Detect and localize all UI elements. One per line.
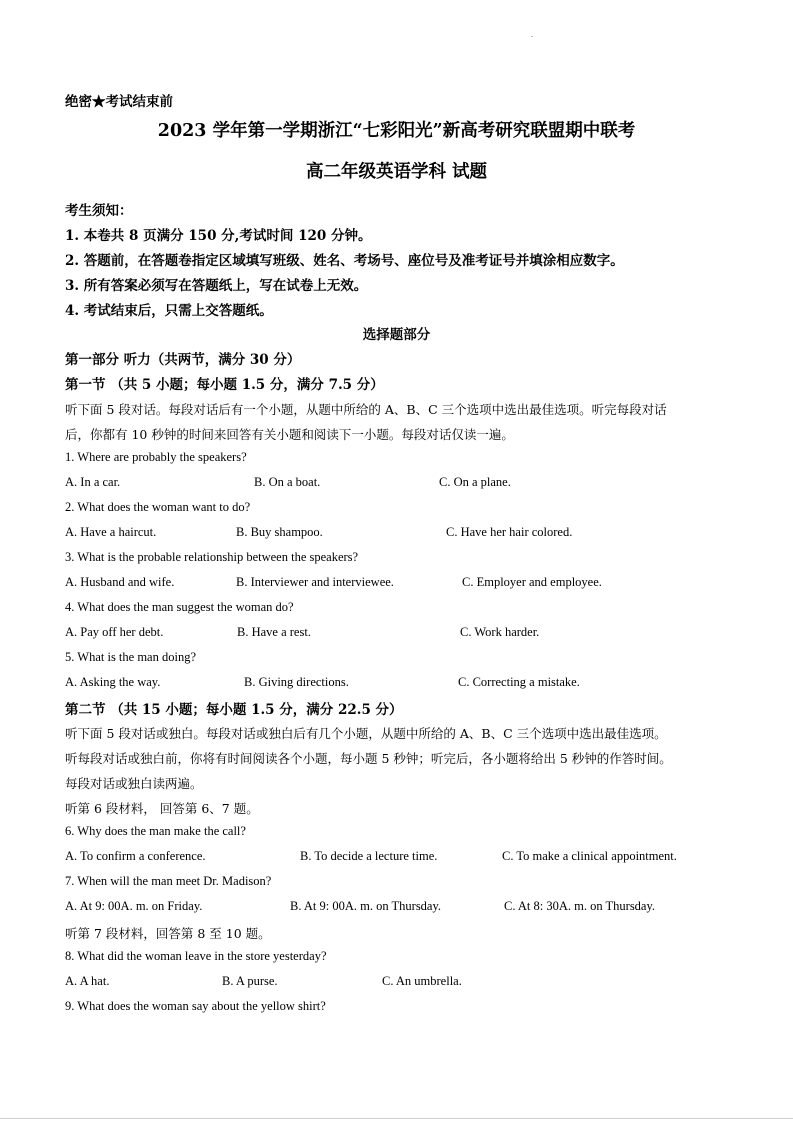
- note-item: 1. 本卷共 8 页满分 150 分,考试时间 120 分钟。: [65, 228, 372, 244]
- option-b: B. Giving directions.: [244, 675, 349, 689]
- exam-subtitle: 高二年级英语学科 试题: [305, 162, 488, 182]
- option-a: A. Asking the way.: [65, 675, 161, 689]
- option-b: B. Buy shampoo.: [236, 525, 323, 539]
- option-a: A. Pay off her debt.: [65, 625, 164, 639]
- option-c: C. Correcting a mistake.: [458, 675, 580, 689]
- section-title: 选择题部分: [362, 327, 431, 343]
- option-c: C. At 8: 30A. m. on Thursday.: [504, 899, 656, 913]
- option-a: A. In a car.: [65, 475, 121, 489]
- option-b: B. On a boat.: [254, 475, 321, 489]
- question-stem: 4. What does the man suggest the woman do?: [65, 600, 294, 614]
- material-6-label: 听第 6 段材料， 回答第 6、7 题。: [65, 801, 259, 816]
- scan-speck: [531, 36, 533, 37]
- notes-heading: 考生须知：: [65, 203, 133, 219]
- option-b: B. A purse.: [222, 974, 278, 988]
- note-item: 3. 所有答案必须写在答题纸上，写在试卷上无效。: [65, 278, 368, 294]
- section1-instructions-line1: 听下面 5 段对话。每段对话后有一个小题，从题中所给的 A、B、C 三个选项中选出最佳选项。听完每段对话: [65, 402, 667, 417]
- option-b: B. At 9: 00A. m. on Thursday.: [290, 899, 442, 913]
- option-a: A. A hat.: [65, 974, 110, 988]
- confidential-label: 绝密★考试结束前: [65, 94, 173, 110]
- section2-instructions-line1: 听下面 5 段对话或独白。每段对话或独白后有几个小题，从题中所给的 A、B、C 三个选项中选出最佳选项。: [65, 726, 667, 741]
- option-b: B. Have a rest.: [237, 625, 311, 639]
- note-item: 2. 答题前，在答题卷指定区域填写班级、姓名、考场号、座位号及准考证号并填涂相应数字。: [65, 253, 624, 269]
- option-a: A. At 9: 00A. m. on Friday.: [65, 899, 203, 913]
- option-a: A. Husband and wife.: [65, 575, 175, 589]
- option-a: A. Have a haircut.: [65, 525, 157, 539]
- page-bottom-edge: [0, 1118, 793, 1119]
- note-item: 4. 考试结束后，只需上交答题纸。: [65, 303, 273, 319]
- question-stem: 3. What is the probable relationship between the speakers?: [65, 550, 359, 564]
- part1-heading: 第一部分 听力（共两节，满分 30 分）: [65, 352, 301, 368]
- question-stem: 5. What is the man doing?: [65, 650, 196, 664]
- option-b: B. Interviewer and interviewee.: [236, 575, 394, 589]
- section2-instructions-line3: 每段对话或独白读两遍。: [65, 776, 203, 791]
- question-stem: 8. What did the woman leave in the store yesterday?: [65, 949, 327, 963]
- option-c: C. Have her hair colored.: [446, 525, 573, 539]
- question-stem: 2. What does the woman want to do?: [65, 500, 251, 514]
- section2-heading: 第二节 （共 15 小题；每小题 1.5 分，满分 22.5 分）: [65, 702, 403, 718]
- question-stem: 6. Why does the man make the call?: [65, 824, 246, 838]
- section1-heading: 第一节 （共 5 小题；每小题 1.5 分，满分 7.5 分）: [65, 377, 384, 393]
- section2-instructions-line2: 听每段对话或独白前，你将有时间阅读各个小题，每小题 5 秒钟；听完后，各小题将给出 5 秒钟的作答时间。: [65, 751, 672, 766]
- option-c: C. Work harder.: [460, 625, 540, 639]
- material-7-label: 听第 7 段材料，回答第 8 至 10 题。: [65, 926, 271, 941]
- option-c: C. On a plane.: [439, 475, 511, 489]
- question-stem: 9. What does the woman say about the yellow shirt?: [65, 999, 326, 1013]
- option-c: C. An umbrella.: [382, 974, 462, 988]
- section1-instructions-line2: 后，你都有 10 秒钟的时间来回答有关小题和阅读下一小题。每段对话仅读一遍。: [65, 427, 514, 442]
- question-stem: 7. When will the man meet Dr. Madison?: [65, 874, 272, 888]
- option-a: A. To confirm a conference.: [65, 849, 206, 863]
- exam-title: 2023 学年第一学期浙江“七彩阳光”新高考研究联盟期中联考: [157, 121, 636, 141]
- option-c: C. To make a clinical appointment.: [502, 849, 677, 863]
- question-stem: 1. Where are probably the speakers?: [65, 450, 247, 464]
- option-c: C. Employer and employee.: [462, 575, 602, 589]
- option-b: B. To decide a lecture time.: [300, 849, 438, 863]
